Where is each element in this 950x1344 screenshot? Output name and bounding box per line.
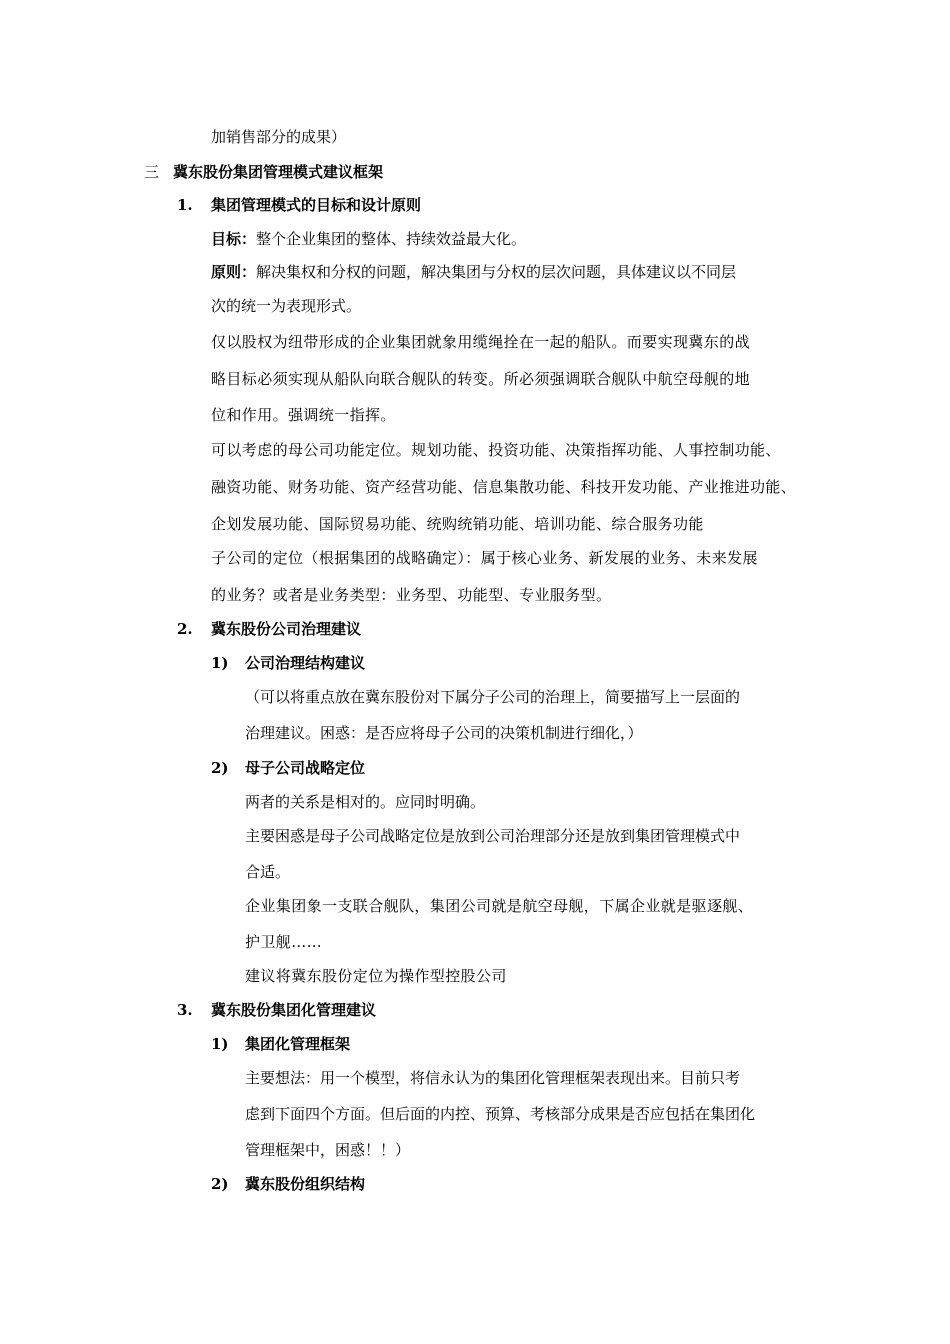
intro-tail-text: 加销售部分的成果） [211, 128, 347, 146]
principle-text-2: 次的统一为表现形式。 [211, 297, 362, 315]
strategy-text-5: 护卫舰…… [245, 933, 323, 951]
subsidiary-positioning-text-2: 的业务？或者是业务类型：业务型、功能型、专业服务型。 [211, 586, 612, 604]
fleet-text-2: 略目标必须实现从船队向联合舰队的转变。所必须强调联合舰队中航空母舰的地 [211, 370, 751, 388]
goal-label: 目标： [211, 230, 257, 248]
parent-function-text-3: 企划发展功能、国际贸易功能、统购统销功能、培训功能、综合服务功能 [211, 515, 704, 533]
item-1-title: 集团管理模式的目标和设计原则 [211, 196, 422, 214]
item-3-sub-2-title: 冀东股份组织结构 [245, 1175, 366, 1193]
item-2-title: 冀东股份公司治理建议 [211, 620, 362, 638]
goal-paragraph [211, 229, 526, 249]
framework-text-1: 主要想法：用一个模型，将信永认为的集团化管理框架表现出来。目前只考 [245, 1069, 741, 1087]
strategy-text-2: 主要困惑是母子公司战略定位是放到公司治理部分还是放到集团管理模式中 [245, 827, 741, 845]
item-3-title: 冀东股份集团化管理建议 [211, 1001, 377, 1019]
governance-text-1: （可以将重点放在冀东股份对下属分子公司的治理上，简要描写上一层面的 [245, 688, 741, 706]
item-3-sub-1-number: 1) [211, 1035, 229, 1053]
item-2-number: 2. [177, 620, 193, 638]
strategy-text-3: 合适。 [245, 863, 291, 881]
section-3-title: 冀东股份集团管理模式建议框架 [173, 163, 384, 181]
strategy-text-1: 两者的关系是相对的。应同时明确。 [245, 793, 486, 811]
item-1-number: 1. [177, 196, 193, 214]
fleet-text-1: 仅以股权为纽带形成的企业集团就象用缆绳拴在一起的船队。而要实现冀东的战 [211, 333, 751, 351]
principle-paragraph-line-1 [211, 262, 736, 282]
section-3-number: 三 [144, 163, 160, 181]
principle-text-1: 解决集权和分权的问题，解决集团与分权的层次问题，具体建议以不同层 [256, 263, 737, 281]
item-3-sub-1-title: 集团化管理框架 [245, 1035, 351, 1053]
item-2-sub-2-number: 2) [211, 759, 229, 777]
framework-text-2: 虑到下面四个方面。但后面的内控、预算、考核部分成果是否应包括在集团化 [245, 1105, 756, 1123]
strategy-text-6: 建议将冀东股份定位为操作型控股公司 [245, 967, 507, 985]
item-2-sub-2-title: 母子公司战略定位 [245, 759, 366, 777]
principle-label: 原则： [211, 263, 257, 281]
parent-function-text-2: 融资功能、财务功能、资产经营功能、信息集散功能、科技开发功能、产业推进功能、 [211, 478, 797, 496]
strategy-text-4: 企业集团象一支联合舰队，集团公司就是航空母舰，下属企业就是驱逐舰、 [245, 897, 754, 915]
item-2-sub-1-number: 1) [211, 654, 229, 672]
fleet-text-3: 位和作用。强调统一指挥。 [211, 406, 396, 424]
goal-text: 整个企业集团的整体、持续效益最大化。 [256, 230, 527, 248]
governance-text-2: 治理建议。困惑：是否应将母子公司的决策机制进行细化，） [245, 724, 643, 742]
parent-function-text-1: 可以考虑的母公司功能定位。规划功能、投资功能、决策指挥功能、人事控制功能、 [211, 441, 781, 459]
framework-text-3: 管理框架中，困惑！！） [245, 1141, 411, 1159]
item-3-number: 3. [177, 1001, 193, 1019]
subsidiary-positioning-text-1: 子公司的定位（根据集团的战略确定）：属于核心业务、新发展的业务、未来发展 [211, 549, 758, 567]
item-2-sub-1-title: 公司治理结构建议 [245, 654, 366, 672]
item-3-sub-2-number: 2) [211, 1175, 229, 1193]
